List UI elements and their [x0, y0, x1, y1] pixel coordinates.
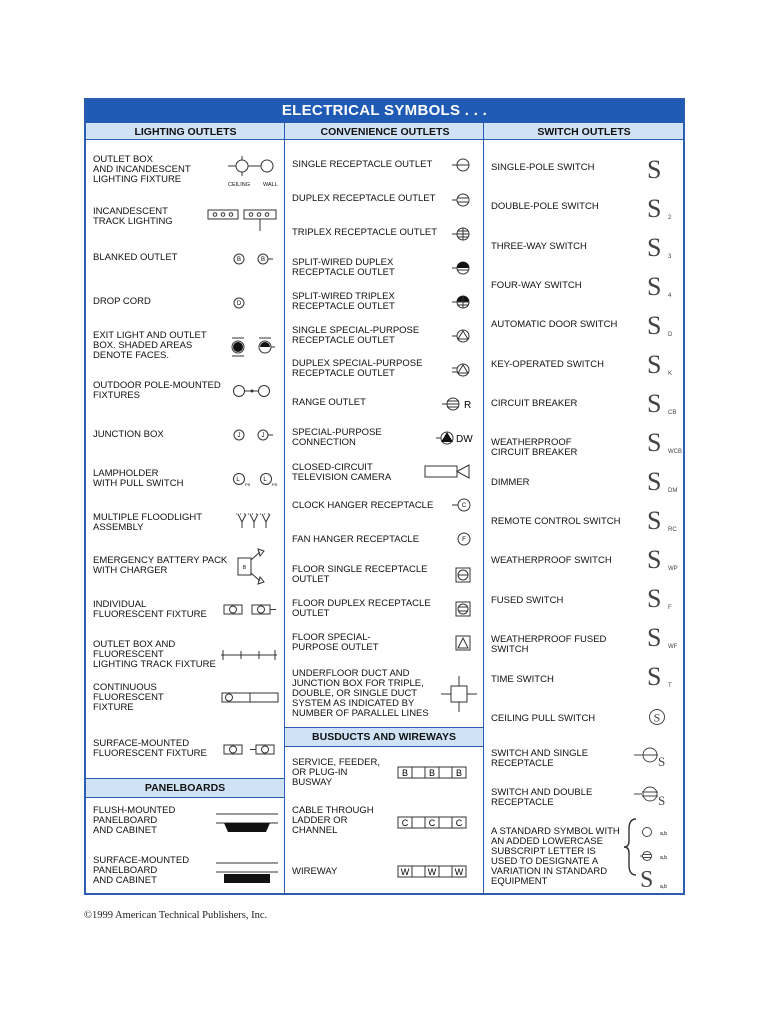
switch-symbol — [647, 467, 697, 501]
switch-subscript: 4 — [668, 293, 672, 299]
surface-panelboard-symbol — [216, 861, 278, 890]
lampholder-subscript: PS — [245, 482, 251, 487]
column-heading-convenience: CONVENIENCE OUTLETS — [285, 122, 485, 140]
copyright-footer: ©1999 American Technical Publishers, Inc. — [84, 910, 268, 921]
variation-subscript: a,b — [660, 855, 667, 861]
switch-double-receptacle-symbol — [634, 785, 684, 814]
convenience-item: CLOSED-CIRCUIT TELEVISION CAMERA — [292, 462, 392, 483]
triplex-receptacle-symbol — [452, 227, 474, 246]
switch-item: DOUBLE-POLE SWITCH — [491, 201, 599, 212]
brace-symbol — [624, 817, 638, 882]
switch-symbol — [647, 428, 697, 462]
switch-item: SWITCH AND DOUBLE RECEPTACLE — [491, 787, 593, 808]
continuous-fluorescent-symbol — [220, 691, 280, 710]
switch-item: CIRCUIT BREAKER — [491, 398, 578, 409]
fluorescent-track-symbol — [219, 648, 279, 667]
wireway-symbol — [398, 865, 468, 884]
range-letter: R — [464, 400, 472, 411]
fluorescent-fixture-symbol — [222, 603, 278, 622]
exit-light-symbol — [230, 336, 276, 363]
special-connection-symbol — [436, 431, 476, 450]
lampholder-letter: L — [263, 477, 267, 483]
sheet-title: ELECTRICAL SYMBOLS . . . — [86, 100, 683, 122]
lighting-item: INDIVIDUAL FLUORESCENT FIXTURE — [93, 599, 207, 620]
switch-subscript: DM — [668, 488, 678, 494]
cable-letter: C — [455, 818, 463, 828]
clock-hanger-symbol — [452, 498, 474, 517]
switch-s-glyph: S — [647, 272, 662, 301]
busducts-heading: BUSDUCTS AND WIREWAYS — [285, 727, 483, 747]
special-purpose-symbol — [452, 329, 474, 348]
switch-s-glyph: S — [647, 311, 662, 340]
wireway-letter: W — [427, 867, 437, 877]
pole-fixture-symbol — [232, 384, 272, 403]
switch-s-glyph: S — [658, 754, 666, 769]
cable-ladder-symbol — [398, 816, 468, 835]
busway-symbol — [398, 766, 468, 785]
switch-subscript: RC — [668, 527, 677, 533]
single-receptacle-symbol — [452, 158, 474, 177]
wireway-letter: W — [400, 867, 410, 877]
blanked-letter: B — [260, 257, 266, 263]
underfloor-duct-symbol — [441, 676, 477, 717]
convenience-item: RANGE OUTLET — [292, 397, 366, 408]
range-outlet-symbol — [442, 397, 478, 416]
busway-letter: B — [428, 768, 436, 778]
switch-item: A STANDARD SYMBOL WITH AN ADDED LOWERCASE SUBSCRIPT LETTER IS USED TO DESIGNATE A VARIATION IN STANDARD EQUIPMENT — [491, 826, 620, 887]
switch-subscript: WF — [668, 644, 678, 650]
cable-letter: C — [401, 818, 409, 828]
switch-s-glyph: S — [647, 584, 662, 613]
wireway-letter: W — [454, 867, 464, 877]
switch-s-glyph: S — [647, 545, 662, 574]
variation-subscript: a,b — [660, 831, 667, 837]
switch-item: WEATHERPROOF CIRCUIT BREAKER — [491, 437, 578, 458]
switch-symbol — [647, 584, 697, 618]
lighting-item: OUTDOOR POLE-MOUNTED FIXTURES — [93, 380, 221, 401]
dw-letters: DW — [456, 434, 473, 445]
junction-letter: J — [237, 433, 241, 439]
switch-symbol — [647, 623, 697, 657]
lampholder-symbol — [232, 472, 278, 493]
lighting-item: SURFACE-MOUNTED FLUORESCENT FIXTURE — [93, 738, 207, 759]
switch-symbol — [647, 506, 697, 540]
busway-letter: B — [401, 768, 409, 778]
convenience-item: FLOOR DUPLEX RECEPTACLE OUTLET — [292, 598, 431, 619]
busduct-item: SERVICE, FEEDER, OR PLUG-IN BUSWAY — [292, 757, 380, 788]
duplex-receptacle-symbol — [452, 193, 474, 212]
convenience-item: FAN HANGER RECEPTACLE — [292, 534, 420, 545]
convenience-item: SINGLE RECEPTACLE OUTLET — [292, 159, 433, 170]
lampholder-letter: L — [236, 477, 240, 483]
switch-symbol — [647, 194, 697, 228]
lighting-item: OUTLET BOX AND FLUORESCENT LIGHTING TRACK FIXTURE — [93, 639, 216, 670]
switch-subscript: F — [668, 605, 672, 611]
lighting-item: CONTINUOUS FLUORESCENT FIXTURE — [93, 682, 164, 713]
switch-item: FUSED SWITCH — [491, 595, 564, 606]
switch-item: KEY-OPERATED SWITCH — [491, 359, 604, 370]
drop-cord-letter: D — [236, 301, 242, 307]
battery-letter: B — [242, 565, 247, 571]
convenience-item: FLOOR SPECIAL- PURPOSE OUTLET — [292, 632, 379, 653]
switch-item: CEILING PULL SWITCH — [491, 713, 596, 724]
lighting-item: BLANKED OUTLET — [93, 252, 178, 263]
switch-s-glyph: S — [647, 662, 662, 691]
switch-s-glyph: S — [647, 467, 662, 496]
convenience-item: CLOCK HANGER RECEPTACLE — [292, 500, 434, 511]
switch-subscript: T — [668, 683, 672, 689]
flush-panelboard-symbol — [216, 810, 278, 839]
switch-s-glyph: S — [647, 155, 662, 184]
convenience-item: UNDERFLOOR DUCT AND JUNCTION BOX FOR TRIPLE, DOUBLE, OR SINGLE DUCT SYSTEM AS INDICATED BY NUMBER OF PARALLEL LINES — [292, 668, 429, 719]
floor-single-symbol — [455, 567, 473, 588]
panelboards-heading: PANELBOARDS — [86, 778, 284, 798]
switch-item: REMOTE CONTROL SWITCH — [491, 516, 621, 527]
lighting-item: DROP CORD — [93, 296, 151, 307]
switch-s-glyph: S — [647, 194, 662, 223]
lighting-item: MULTIPLE FLOODLIGHT ASSEMBLY — [93, 512, 203, 533]
lighting-item: INCANDESCENT TRACK LIGHTING — [93, 206, 173, 227]
switch-item: FOUR-WAY SWITCH — [491, 280, 582, 291]
switch-item: DIMMER — [491, 477, 530, 488]
lighting-item: EMERGENCY BATTERY PACK WITH CHARGER — [93, 555, 228, 576]
switch-single-receptacle-symbol — [634, 746, 684, 775]
split-duplex-symbol — [452, 261, 474, 280]
clock-letter: C — [461, 503, 467, 509]
panelboard-item: SURFACE-MOUNTED PANELBOARD AND CABINET — [93, 855, 190, 886]
switch-subscript: K — [668, 371, 673, 377]
lighting-item: OUTLET BOX AND INCANDESCENT LIGHTING FIXTURE — [93, 154, 191, 185]
switch-subscript: WCB — [668, 449, 682, 455]
junction-letter: J — [261, 433, 265, 439]
variation-subscript: a,b — [660, 884, 667, 890]
blanked-letter: B — [236, 257, 242, 263]
switch-s-glyph: S — [647, 623, 662, 652]
column-divider — [483, 122, 484, 893]
lampholder-subscript: PS — [272, 482, 278, 487]
convenience-item: SINGLE SPECIAL-PURPOSE RECEPTACLE OUTLET — [292, 325, 420, 346]
duplex-special-symbol — [452, 363, 474, 382]
switch-symbol — [647, 311, 697, 345]
convenience-item: SPLIT-WIRED DUPLEX RECEPTACLE OUTLET — [292, 257, 395, 278]
convenience-item: FLOOR SINGLE RECEPTACLE OUTLET — [292, 564, 428, 585]
ceiling-caption: CEILING — [228, 182, 251, 188]
switch-subscript: D — [668, 332, 673, 338]
floor-special-symbol — [455, 635, 473, 656]
switch-s-glyph: S — [658, 793, 666, 808]
switch-item: WEATHERPROOF FUSED SWITCH — [491, 634, 607, 655]
floor-duplex-symbol — [455, 601, 473, 622]
outlet-box-symbol — [224, 156, 274, 195]
switch-s-glyph: S — [647, 389, 662, 418]
column-heading-switch: SWITCH OUTLETS — [485, 122, 683, 140]
switch-s-glyph: S — [647, 233, 662, 262]
switch-subscript: WP — [668, 566, 678, 572]
variation-symbol — [640, 826, 680, 845]
switch-s-glyph: S — [640, 867, 654, 893]
switch-item: TIME SWITCH — [491, 674, 554, 685]
switch-subscript: 3 — [668, 254, 672, 260]
switch-symbol — [647, 155, 697, 189]
switch-s-glyph: S — [647, 506, 662, 535]
switch-symbol — [647, 545, 697, 579]
switch-subscript: 2 — [668, 215, 672, 221]
variation-symbol — [640, 868, 680, 897]
busduct-item: CABLE THROUGH LADDER OR CHANNEL — [292, 805, 374, 836]
junction-box-symbol — [232, 428, 274, 447]
switch-s-glyph: S — [647, 428, 662, 457]
switch-s-glyph: S — [653, 710, 661, 725]
switch-item: SINGLE-POLE SWITCH — [491, 162, 595, 173]
column-heading-lighting: LIGHTING OUTLETS — [86, 122, 285, 140]
switch-symbol — [647, 662, 697, 696]
ceiling-pull-switch-symbol — [648, 708, 668, 733]
switch-symbol — [647, 350, 697, 384]
busduct-item: WIREWAY — [292, 866, 338, 877]
switch-symbol — [647, 389, 697, 423]
switch-item: WEATHERPROOF SWITCH — [491, 555, 612, 566]
convenience-item: SPECIAL-PURPOSE CONNECTION — [292, 427, 382, 448]
fan-letter: F — [462, 537, 466, 543]
switch-item: SWITCH AND SINGLE RECEPTACLE — [491, 748, 589, 769]
busway-letter: B — [455, 768, 463, 778]
symbols-sheet — [84, 98, 685, 895]
wall-caption: WALL — [263, 182, 278, 188]
convenience-item: TRIPLEX RECEPTACLE OUTLET — [292, 227, 437, 238]
fan-hanger-symbol — [456, 532, 472, 551]
switch-item: AUTOMATIC DOOR SWITCH — [491, 319, 618, 330]
column-divider — [284, 122, 285, 893]
switch-s-glyph: S — [647, 350, 662, 379]
surface-fluorescent-symbol — [222, 743, 278, 762]
track-lighting-symbol — [206, 209, 278, 238]
switch-subscript: CB — [668, 410, 677, 416]
lighting-item: EXIT LIGHT AND OUTLET BOX. SHADED AREAS DENOTE FACES. — [93, 330, 207, 361]
switch-symbol — [647, 233, 697, 267]
convenience-item: SPLIT-WIRED TRIPLEX RECEPTACLE OUTLET — [292, 291, 395, 312]
switch-item: THREE-WAY SWITCH — [491, 241, 587, 252]
convenience-item: DUPLEX SPECIAL-PURPOSE RECEPTACLE OUTLET — [292, 358, 423, 379]
switch-symbol — [647, 272, 697, 306]
convenience-item: DUPLEX RECEPTACLE OUTLET — [292, 193, 436, 204]
panelboard-item: FLUSH-MOUNTED PANELBOARD AND CABINET — [93, 805, 176, 836]
cable-letter: C — [428, 818, 436, 828]
drop-cord-symbol — [232, 296, 246, 315]
blanked-outlet-symbol — [232, 252, 274, 271]
lighting-item: JUNCTION BOX — [93, 429, 164, 440]
cctv-camera-symbol — [424, 464, 474, 485]
battery-pack-symbol — [238, 548, 268, 591]
split-triplex-symbol — [452, 295, 474, 314]
lighting-item: LAMPHOLDER WITH PULL SWITCH — [93, 468, 184, 489]
floodlight-symbol — [236, 512, 278, 535]
